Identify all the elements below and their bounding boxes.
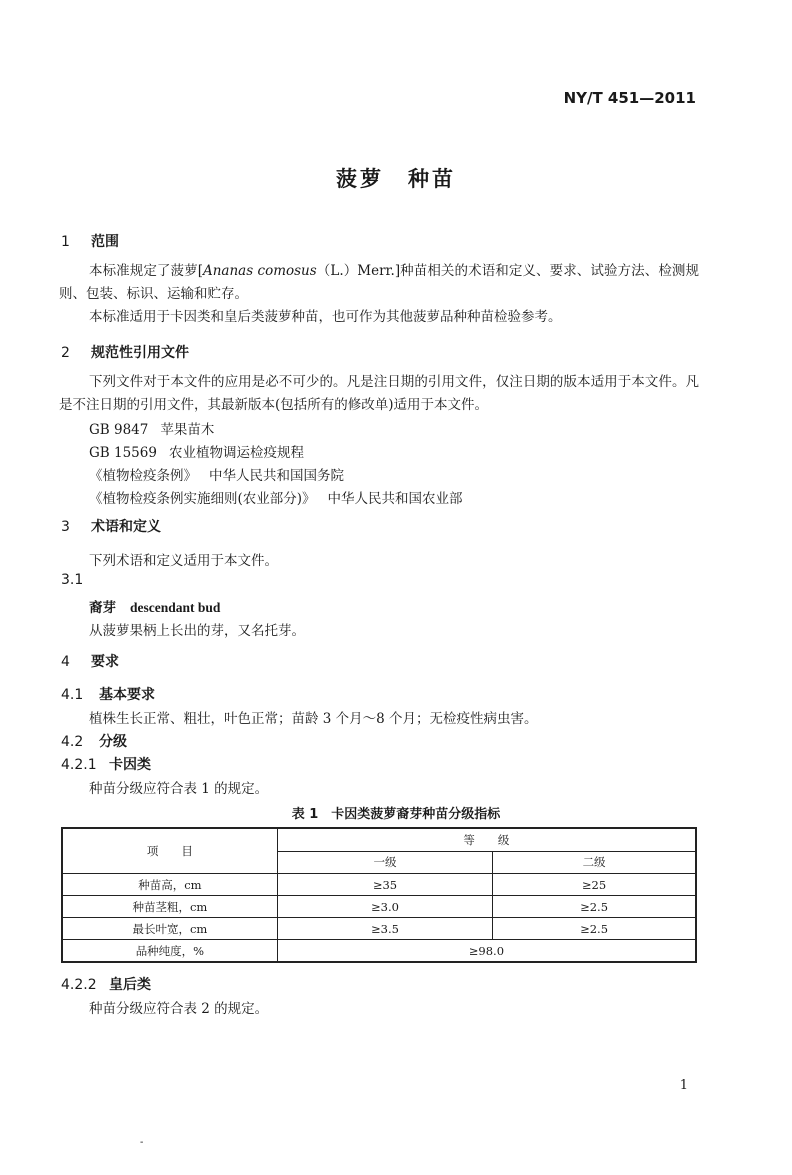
clause-4-2-1-text: 种苗分级应符合表 1 的规定。 xyxy=(89,781,269,797)
reference-code: GB 15569 xyxy=(89,445,157,461)
section-number: 2 xyxy=(61,345,70,361)
clause-title: 卡因类 xyxy=(109,757,151,773)
page-number: 1 xyxy=(679,1078,688,1093)
text-span: 本标准规定了菠萝[ xyxy=(89,263,203,279)
reference-code: 《植物检疫条例实施细则(农业部分)》 xyxy=(89,491,316,507)
section-title: 范围 xyxy=(91,234,119,250)
table-row xyxy=(62,874,696,896)
row-item-cell: 品种纯度，% xyxy=(62,940,277,963)
section-1-paragraph-1 xyxy=(59,260,699,306)
standard-number: NY/T 451—2011 xyxy=(563,89,696,107)
text-span: （L.）Merr.]种苗相关的术语和定义、要求、试验方法、检测规则、包装、标识、运输和贮存。 xyxy=(59,263,699,302)
clause-number: 3.1 xyxy=(61,572,84,588)
section-number: 3 xyxy=(61,519,70,535)
reference-code: GB 9847 xyxy=(89,422,149,438)
reference-name: 中华人民共和国农业部 xyxy=(327,491,463,507)
table-caption: 表 1 卡因类菠萝裔芽种苗分级指标 xyxy=(291,807,501,822)
table-row-purity xyxy=(62,940,696,963)
clause-4-2-2-heading xyxy=(61,974,151,994)
table-row xyxy=(62,918,696,940)
section-1-heading xyxy=(61,231,119,251)
clause-title: 分级 xyxy=(99,734,127,750)
clause-number: 4.2 xyxy=(61,734,84,750)
section-title: 规范性引用文件 xyxy=(91,345,189,361)
clause-title: 基本要求 xyxy=(99,687,155,703)
section-3-heading xyxy=(61,516,161,536)
row-item-cell: 最长叶宽，cm xyxy=(62,918,277,940)
section-2-paragraph-1: 下列文件对于本文件的应用是必不可少的。凡是注日期的引用文件，仅注日期的版本适用于本文件。凡是不注日期的引用文件，其最新版本(包括所有的修改单)适用于本文件。 xyxy=(59,374,699,413)
section-number: 1 xyxy=(61,234,70,250)
term-definition: 从菠萝果柄上长出的芽，又名托芽。 xyxy=(89,623,305,639)
reference-item xyxy=(89,441,304,461)
term-cn: 裔芽 xyxy=(89,600,116,616)
clause-4-2-2-text: 种苗分级应符合表 2 的规定。 xyxy=(89,1001,269,1017)
row-item-cell: 种苗茎粗，cm xyxy=(62,896,277,918)
section-2-heading xyxy=(61,342,189,362)
latin-name: Ananas comosus xyxy=(202,263,317,279)
purity-value-cell: ≥98.0 xyxy=(277,940,696,963)
clause-number: 4.1 xyxy=(61,687,84,703)
clause-4-1-text: 植株生长正常、粗壮，叶色正常；苗龄 3 个月～8 个月；无检疫性病虫害。 xyxy=(89,711,538,727)
clause-title: 皇后类 xyxy=(109,977,151,993)
reference-item xyxy=(89,487,463,507)
row-grade-1-cell: ≥35 xyxy=(277,874,492,896)
section-number: 4 xyxy=(61,654,70,670)
reference-name: 苹果苗木 xyxy=(160,422,215,438)
grading-table xyxy=(61,827,697,963)
section-title: 术语和定义 xyxy=(91,519,161,535)
reference-item xyxy=(89,418,214,438)
section-4-heading xyxy=(61,651,119,671)
term-en: descendant bud xyxy=(130,600,221,615)
term-heading xyxy=(89,596,220,616)
section-3-intro: 下列术语和定义适用于本文件。 xyxy=(89,553,278,569)
header-grade-cell: 等 级 xyxy=(277,828,696,851)
reference-name: 中华人民共和国国务院 xyxy=(209,468,344,484)
term-number xyxy=(61,572,91,588)
row-grade-1-cell: ≥3.0 xyxy=(277,896,492,918)
row-grade-2-cell: ≥2.5 xyxy=(493,896,696,918)
section-1-paragraph-2: 本标准适用于卡因类和皇后类菠萝种苗，也可作为其他菠萝品种种苗检验参考。 xyxy=(89,309,562,325)
clause-number: 4.2.1 xyxy=(61,757,97,773)
table-header-row xyxy=(62,828,696,851)
clause-number: 4.2.2 xyxy=(61,977,97,993)
row-grade-2-cell: ≥2.5 xyxy=(493,918,696,940)
clause-4-1-heading xyxy=(61,684,155,704)
row-grade-1-cell: ≥3.5 xyxy=(277,918,492,940)
reference-name: 农业植物调运检疫规程 xyxy=(168,445,304,461)
clause-4-2-heading xyxy=(61,731,127,751)
reference-code: 《植物检疫条例》 xyxy=(89,468,197,484)
section-title: 要求 xyxy=(91,654,119,670)
document-title: 菠萝 种苗 xyxy=(336,167,456,191)
table-row xyxy=(62,896,696,918)
row-grade-2-cell: ≥25 xyxy=(493,874,696,896)
row-item-cell: 种苗高，cm xyxy=(62,874,277,896)
header-item-cell: 项 目 xyxy=(62,828,277,874)
header-grade-1-cell: 一级 xyxy=(277,851,492,874)
header-grade-2-cell: 二级 xyxy=(493,851,696,874)
scan-mark: - xyxy=(140,1137,144,1148)
reference-item xyxy=(89,464,344,484)
clause-4-2-1-heading xyxy=(61,754,151,774)
